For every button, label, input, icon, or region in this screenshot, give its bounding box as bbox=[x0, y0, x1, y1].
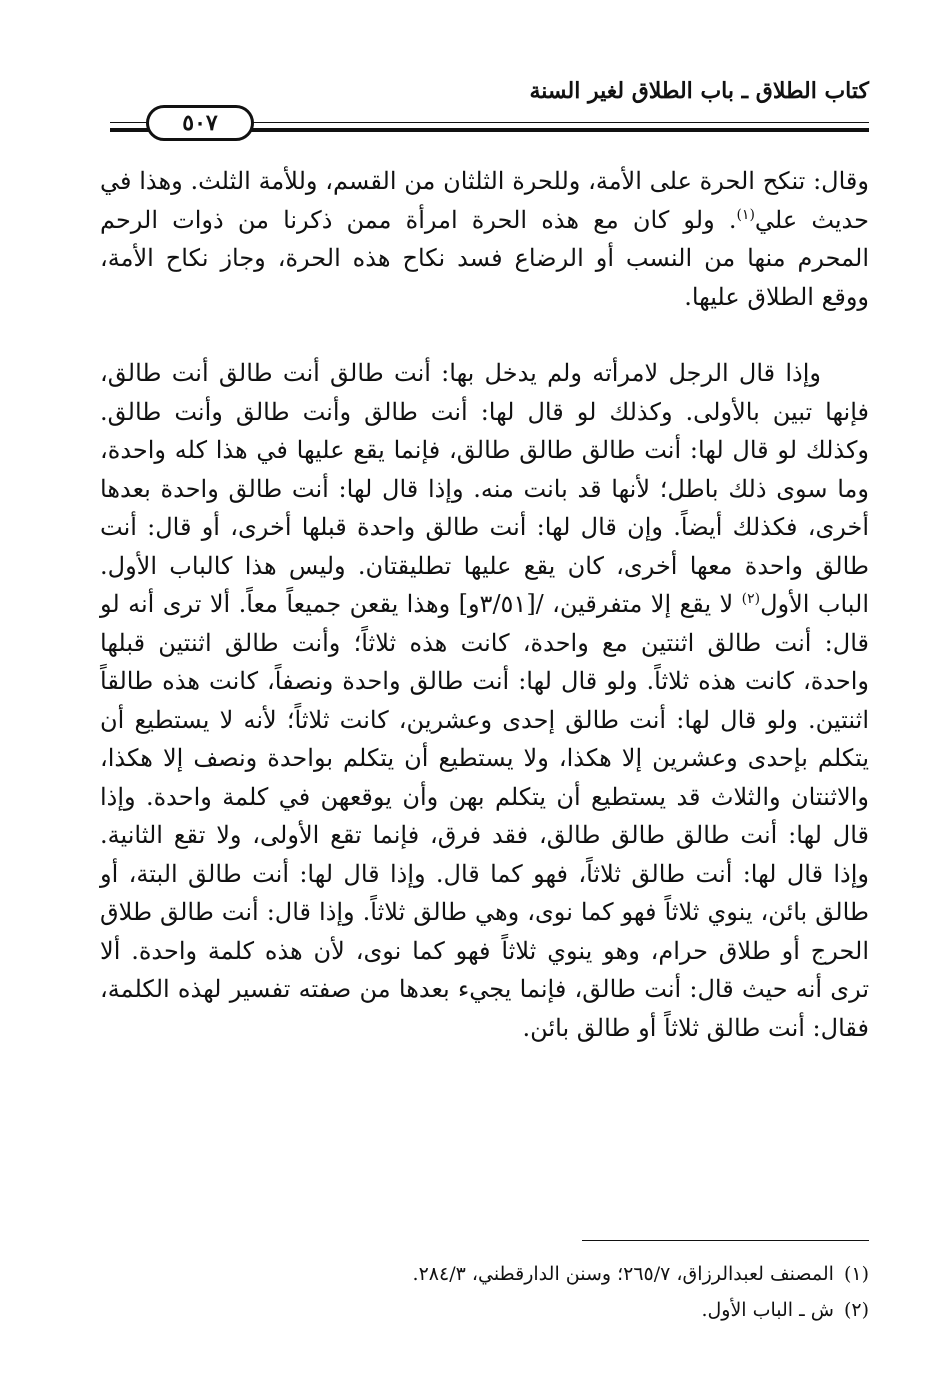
footnote-text: ش ـ الباب الأول. bbox=[701, 1299, 834, 1321]
paragraph-text: وقال: تنكح الحرة على الأمة، وللحرة الثلثان من القسم، وللأمة الثلث. وهذا في حديث علي bbox=[100, 167, 869, 234]
footnote-2 bbox=[100, 1292, 869, 1328]
footnote-number: (٢) bbox=[843, 1299, 869, 1321]
paragraph bbox=[100, 162, 869, 316]
footnote-1 bbox=[100, 1256, 869, 1292]
paragraph-text: . ولو كان مع هذه الحرة امرأة ممن ذكرنا من ذوات الرحم المحرم منها من النسب أو الرضاع فسد نكاح هذه الحرة، وجاز نكاح الأمة، ووقع الطلاق عليها. bbox=[100, 205, 869, 311]
footnote-ref-1: (١) bbox=[736, 206, 755, 223]
footnote-number: (١) bbox=[843, 1263, 869, 1285]
body-text bbox=[100, 162, 869, 1047]
page-number: ٥٠٧ bbox=[146, 105, 254, 141]
paragraph-text: لا يقع إلا متفرقين، /[٣/٥١و] وهذا يقعن جميعاً معاً. ألا ترى أنه لو قال: أنت طالق اثنتين مع واحدة، كانت هذه ثلاثاً؛ وأنت طالق اثنتين قبلها واحدة، كانت هذه ثلاثاً. ولو قال لها: أنت طالق واحدة ونصفاً، كانت هذه طالقاً اثنتين. ولو قال لها: أنت طالق إحدى وعشرين، كانت ثلاثاً؛ لأنه لا يستطيع أن يتكلم بإحدى وعشرين إلا هكذا، ولا يستطيع أن يتكلم بواحدة ونصف إلا هكذا، والاثنتان والثلاث قد يستطيع أن يتكلم بهن وأن يوقعهن في كلمة واحدة. وإذا قال لها: أنت طالق طالق طالق، فقد فرق، فإنما تقع الأولى، ولا تقع الثانية. وإذا قال لها: أنت طالق ثلاثاً، فهو كما قال. وإذا قال لها: أنت طالق البتة، أو طالق بائن، ينوي ثلاثاً فهو كما نوى، وهي طالق ثلاثاً. وإذا قال: أنت طالق طلاق الحرج أو طلاق حرام، وهو ينوي ثلاثاً فهو كما نوى، لأن هذه كلمة واحدة. ألا ترى أنه حيث قال: أنت طالق، فإنما يجيء بعدها من صفته تفسير لهذه الكلمة، فقال: أنت طالق ثلاثاً أو طالق بائن. bbox=[100, 590, 869, 1042]
paragraph bbox=[100, 354, 869, 1047]
running-title: كتاب الطلاق ـ باب الطلاق لغير السنة bbox=[529, 78, 869, 104]
footnote-ref-2: (٢) bbox=[741, 591, 761, 607]
footnote-rule bbox=[582, 1240, 869, 1241]
paragraph-text: وإذا قال الرجل لامرأته ولم يدخل بها: أنت طالق أنت طالق أنت طالق، فإنها تبين بالأولى. وكذلك لو قال لها: أنت طالق وأنت طالق وأنت طالق. وكذلك لو قال لها: أنت طالق طالق طالق، فإنما يقع عليها في هذا كله واحدة، وما سوى ذلك باطل؛ لأنها قد بانت منه. وإذا قال لها: أنت طالق واحدة بعدها أخرى، فكذلك أيضاً. وإن قال لها: أنت طالق واحدة قبلها أخرى، أو قال: أنت طالق واحدة معها أخرى، كان يقع عليها تطليقتان. وليس هذا كالباب الأول. الباب الأول bbox=[100, 359, 870, 618]
footnote-text: المصنف لعبدالرزاق، ٢٦٥/٧؛ وسنن الدارقطني، ٢٨٤/٣. bbox=[412, 1263, 834, 1285]
footnotes bbox=[100, 1256, 869, 1328]
